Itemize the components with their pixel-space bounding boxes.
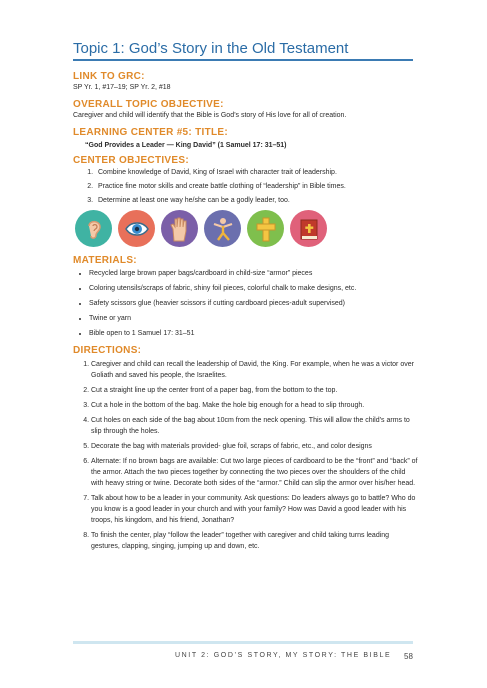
link-text: SP Yr. 1, #17–19; SP Yr. 2, #18: [73, 84, 171, 91]
page-title: Topic 1: God’s Story in the Old Testament: [73, 40, 349, 57]
materials-list: [73, 269, 418, 339]
ear-icon: [75, 210, 112, 247]
material-item: • Coloring utensils/scraps of fabric, shiny foil pieces, colorful chalk to make designs, etc.: [89, 284, 418, 294]
direction-item: 5. Decorate the bag with materials provided- glue foil, scraps of fabric, etc., and color designs: [91, 441, 418, 452]
material-item: • Recycled large brown paper bags/cardboard in child-size “armor” pieces: [89, 269, 418, 279]
page-number: 58: [404, 652, 413, 661]
directions-list: [73, 359, 418, 552]
hand-icon: [161, 210, 198, 247]
objective-item: 2. Practice fine motor skills and create battle clothing of “leadership” in Bible times.: [95, 182, 418, 192]
cross-icon: [247, 210, 284, 247]
footer-title: UNIT 2: GOD’S STORY, MY STORY: THE BIBLE: [175, 652, 392, 659]
direction-item: 6. Alternate: If no brown bags are available: Cut two large pieces of cardboard to be the “front” and “back” of the armor. Attach the two pieces together by connecting the two pieces over the shoulders of the child with heavy string or twine. Decorate both sides of the “armor.” Child can slip the armor over his/her head.: [91, 456, 418, 489]
material-item: • Twine or yarn: [89, 314, 418, 324]
eye-icon: [118, 210, 155, 247]
material-item: • Safety scissors glue (heavier scissors if cutting cardboard pieces-adult supervised): [89, 299, 418, 309]
material-item: • Bible open to 1 Samuel 17: 31–51: [89, 329, 418, 339]
learning-style-icons: [75, 210, 418, 247]
objective-item: 3. Determine at least one way he/she can be a godly leader, too.: [95, 196, 418, 206]
objective-item: 1. Combine knowledge of David, King of Israel with character trait of leadership.: [95, 168, 418, 178]
main-content: [73, 70, 418, 556]
bible-icon: [290, 210, 327, 247]
objective-text: Caregiver and child will identify that the Bible is God’s story of His love for all of creation.: [73, 112, 347, 119]
objective-heading: OVERALL TOPIC OBJECTIVE:: [73, 99, 224, 110]
body-movement-icon: [204, 210, 241, 247]
direction-item: 4. Cut holes on each side of the bag about 10cm from the neck opening. This will allow the child’s arms to slip through the holes.: [91, 415, 418, 437]
title-divider: [73, 59, 413, 61]
objectives-list: [73, 168, 418, 206]
objectives-heading: CENTER OBJECTIVES:: [73, 155, 189, 166]
direction-item: 1. Caregiver and child can recall the leadership of David, the King. For example, when he was a victor over Goliath and saved his people, the Israelites.: [91, 359, 418, 381]
center-heading: LEARNING CENTER #5: TITLE:: [73, 127, 229, 138]
footer-divider: [73, 641, 413, 644]
direction-item: 8. To finish the center, play “follow the leader” together with caregiver and child taking turns leading gestures, clapping, singing, jumping up and down, etc.: [91, 530, 418, 552]
materials-heading: MATERIALS:: [73, 255, 137, 266]
direction-item: 2. Cut a straight line up the center front of a paper bag, from the bottom to the top.: [91, 385, 418, 396]
direction-item: 7. Talk about how to be a leader in your community. Ask questions: Do leaders always go to battle? Who do you know is a good leader in your church and with your family? How was David a good leader with his troops, his kingdom, and his friend, Jonathan?: [91, 493, 418, 526]
center-title: “God Provides a Leader — King David” (1 Samuel 17: 31–51): [85, 142, 287, 149]
directions-heading: DIRECTIONS:: [73, 345, 142, 356]
link-heading: LINK TO GRC:: [73, 71, 145, 82]
direction-item: 3. Cut a hole in the bottom of the bag. Make the hole big enough for a head to slip through.: [91, 400, 418, 411]
